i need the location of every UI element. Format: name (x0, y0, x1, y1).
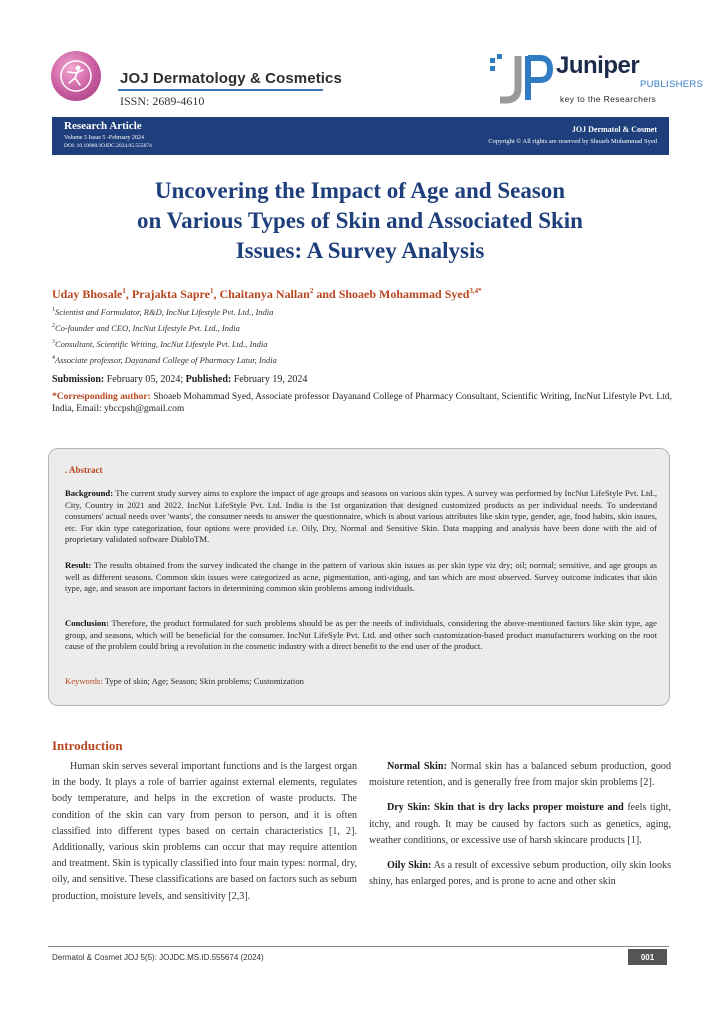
title-line: Uncovering the Impact of Age and Season (154, 178, 566, 203)
dancer-icon (59, 59, 93, 93)
article-type: Research Article (64, 120, 142, 132)
author: Prajakta Sapre (131, 287, 210, 301)
issn: ISSN: 2689-4610 (120, 94, 205, 108)
normal-skin-paragraph: Normal Skin: Normal skin has a balanced sebum production, good moisture retention, and is generally free from major skin problems [2]. (369, 761, 672, 789)
doi[interactable]: DOI: 10.19080/JOJDC.2024.05.555674 (64, 143, 152, 149)
author-list: Uday Bhosale$^1$, Prajakta Sapre$^1$, Chaitanya Nallan$^2$ and Shoaeb Mohammad Syed$^{3,4*}$ (52, 287, 482, 301)
page-number: 001 (628, 949, 667, 965)
title-divider (118, 89, 323, 91)
author: Uday Bhosale (52, 287, 123, 301)
right-column (369, 759, 671, 890)
article-banner (52, 117, 669, 155)
juniper-logo-icon (488, 52, 554, 106)
affiliation: $^4$Associate professor, Dayanand College of Pharmacy Latur, India (52, 355, 277, 365)
affiliation: $^3$Consultant, Scientific Writing, IncNut Lifestyle Pvt. Ltd., India (52, 339, 268, 349)
journal-title: JOJ Dermatology & Cosmetics (120, 70, 342, 87)
abstract-background: Background: The current study survey aims to explore the impact of age groups and seasons on various skin types. A survey was performed by IncNut LifeStyle Pvt. Ltd., City, Country in 2021 and 2022. IncNut LifeStyle Pvt. Ltd. India is the 1st organization that designed customized products as per individual needs. To understand consumers' actual needs over 'wants', the consumer needs to answer the questionnaire, which is about various attributes like skin type, gender, age, food habits, skin issues, etc. For skin type categorization, four options were provided i.e. Oily, Dry, Normal and Sensitive Skin. Data mapping and analysis have been done with the aid of proprietary validated software DiabloTM. (65, 488, 657, 545)
abstract-heading: . Abstract (65, 465, 103, 475)
volume-info: Volume 5 Issue 5 -February 2024 (64, 135, 145, 141)
title-line: on Various Types of Skin and Associated Skin (137, 208, 583, 233)
keywords: Keywords: Type of skin; Age; Season; Skin problems; Customization (65, 676, 304, 686)
author: Chaitanya Nallan (219, 287, 310, 301)
paper-title (60, 176, 660, 266)
journal-abbrev: JOJ Dermatol & Cosmet (571, 125, 657, 134)
abstract-result: Result: The results obtained from the survey indicated the change in the pattern of various skin issues as per skin type viz dry; oil; normal; sensitive, and age groups as well as different seasons. Common skin issues were categorized as acne, pigmentation, anti-aging, and tan which are most observed. Survey outcome indicates that skin type, age, and season are important factors in determining common skin problems among individuals. (65, 560, 657, 594)
intro-paragraph: Human skin serves several important functions and is the largest organ in the body. It plays a role of barrier against external elements, regulates body temperature, and helps in the excretion of waste products. The condition of the skin can vary from person to person, and it is often classified into different types based on certain characteristics [1, 2]. Additionally, various skin problems can occur that may require attention and treatment. Skin is typically classified into four main types: normal, dry, oily, and sensitive. These classifications are based on factors such as sebum production, moisture levels, and sensitivity [2,3]. (52, 761, 357, 902)
affiliation: $^2$Co-founder and CEO, IncNut Lifestyle Pvt. Ltd., India (52, 323, 240, 333)
title-line: Issues: A Survey Analysis (235, 238, 485, 263)
oily-skin-paragraph: Oily Skin: As a result of excessive sebum production, oily skin looks shiny, has enlarged pores, and is prone to acne and other skin (369, 860, 671, 888)
footer-divider (48, 946, 669, 947)
footer-citation: Dermatol & Cosmet JOJ 5(5): JOJDC.MS.ID.555674 (2024) (52, 953, 264, 962)
article-dates: Submission: February 05, 2024; Published: February 19, 2024 (52, 374, 308, 385)
abstract-conclusion: Conclusion: Therefore, the product formulated for such problems should be as per the needs of individuals, considering the above-mentioned factors like skin type, age group, and seasons, which will be beneficial for the consumer. IncNut LifeSyle Pvt. Ltd. and other such customization-based product manufacturers working on the root cause of the problem could bring a revolution in the cosmetic industry with a direct benefit to the end user of the product. (65, 618, 657, 652)
publisher-name: Juniper (556, 52, 640, 79)
dry-skin-paragraph: Dry Skin: Skin that is dry lacks proper moisture and feels tight, itchy, and rough. It may be caused by factors such as genetics, aging, weather conditions, or excessive use of harsh skincare products [1]. (369, 802, 672, 846)
left-column (52, 759, 357, 905)
copyright: Copyright © All rights are reserved by Shoaeb Mohammad Syed (488, 138, 657, 145)
publisher-label: PUBLISHERS (640, 79, 704, 90)
journal-logo (51, 51, 101, 101)
corresponding-author: *Corresponding author: Shoaeb Mohammad Syed, Associate professor Dayanand College of Pharmacy Consultant, Scientific Writing, IncNut Lifestyle Pvt. Ltd, India, Email: ybccpsh@gmail.com (52, 392, 673, 414)
introduction-heading: Introduction (52, 738, 123, 753)
affiliation: $^1$Scientist and Formulator, R&D, IncNut Lifestyle Pvt. Ltd., India (52, 307, 274, 317)
author: Shoaeb Mohammad Syed (338, 287, 470, 301)
publisher-tagline: key to the Researchers (560, 94, 657, 104)
